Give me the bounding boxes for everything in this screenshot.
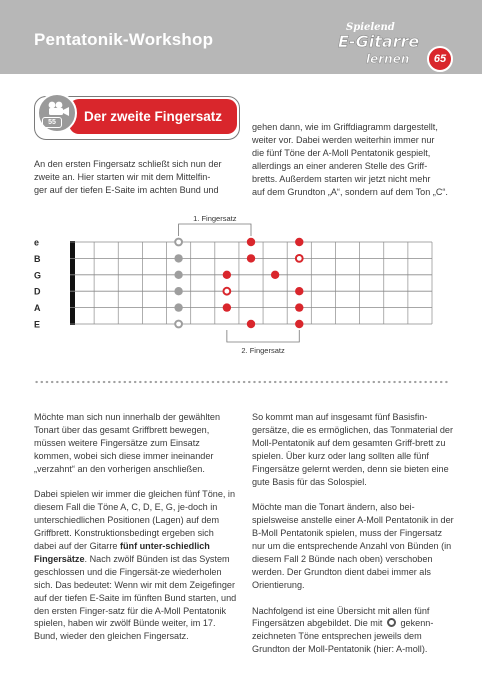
body-right-paragraph-2: Möchte man die Tonart ändern, also bei-spielsweise anstelle einer A-Moll Pentatonik in der B-Moll Pentatonik spielen, muss der Fingersatz nur um die entsprechende Anzahl von Bünden (in diesem Fall 2 Bünde nach oben) verschoben werden. Der Grundton dient dabei immer als Orientierung. [252, 502, 454, 590]
label-fingering-1: 1. Fingersatz [193, 214, 237, 223]
body-left-p2-bold: fünf unter-schiedlich Fingersätze [34, 541, 210, 564]
red-note [271, 271, 279, 279]
red-note [223, 303, 231, 311]
gray-note [174, 287, 182, 295]
body-left-paragraph-1: Möchte man sich nun innerhalb der gewählten Tonart über das gesamt Griffbrett bewegen, müssen weitere Fingersätze zum Einsatz kommen, wobei sich diese immer ineinander „verzahnt“ an den vorherigen anschließen. [34, 412, 221, 474]
body-right-paragraph-3 [252, 605, 456, 657]
video-number: 55 [42, 117, 62, 128]
page-title: Pentatonik-Workshop [34, 30, 214, 49]
red-note [295, 320, 303, 328]
red-note [223, 271, 231, 279]
intro-left-line: An den ersten Fingersatz schließt sich nun der [34, 159, 222, 169]
body-left-p2-end: . Nach zwölf Bünden ist das System geschlossen und die Fingersät-ze wiederholen sich. Das bedeutet: Wenn wir mit dem Zeigefinger auf der tiefen E-Saite im fünften Bund starten, und den ersten Finger-satz für die A-Moll Pentatonik spielen, haben wir zwölf Bünde weiter, im 17. Bund, wieder den gleichen Fingersatz. [34, 553, 237, 642]
nut [70, 241, 75, 325]
gray-root-note [175, 321, 182, 328]
gray-note [174, 254, 182, 262]
body-left-paragraph-2 [34, 488, 238, 643]
intro-right-line: auf dem Grundton „A“, sondern auf dem Ton „C“. [252, 186, 448, 197]
body-right-p3-start: Nachfolgend ist eine Übersicht mit allen fünf Fingersätzen abgebildet. Die mit [252, 605, 430, 629]
body-right-p3-end: gekenn-zeichneten Töne entsprechen jeweils dem Grundton der Moll-Pentatonik (hier: A-moll). [252, 618, 434, 655]
gray-note [174, 303, 182, 311]
red-note [247, 320, 255, 328]
intro-text-right [252, 121, 452, 198]
body-text-right [252, 411, 456, 669]
page-number-badge: 65 [427, 46, 453, 72]
intro-left-line: ger auf der tiefen E-Saite im achten Bund und [34, 184, 219, 195]
video-badge[interactable] [37, 93, 77, 133]
label-fingering-2: 2. Fingersatz [241, 346, 285, 355]
body-right-paragraph-1: So kommt man auf insgesamt fünf Basisfin-gersätze, die es ermöglichen, das Tonmaterial der Moll-Pentatonik auf dem gesamten Griff-brett zu spielen. Über kurz oder lang sollten alle fünf Fingersätze gelernt werden, denn sie bieten eine gute Basis für das Solospiel. [252, 412, 454, 487]
dotted-divider [34, 380, 448, 384]
body-text-left [34, 411, 238, 656]
red-note [295, 238, 303, 246]
intro-right-line: weiter vor. Dabei werden weiterhin immer nur [252, 134, 435, 145]
fretboard-grid [70, 241, 432, 325]
string-label-e: e [34, 237, 40, 248]
red-note [295, 303, 303, 311]
red-note [247, 238, 255, 246]
logo-line-1: Spielend [346, 22, 395, 33]
section-title: Der zweite Fingersatz [83, 109, 223, 124]
intro-text-left [34, 158, 238, 197]
intro-right-line: bretts. Außerdem starten wir jetzt nicht mehr [252, 173, 431, 184]
red-note [295, 287, 303, 295]
string-label-E: E [34, 319, 41, 330]
string-label-B: B [34, 253, 41, 264]
page-header [0, 0, 482, 74]
bracket-fingering-2 [227, 330, 299, 342]
logo-line-3: lernen [366, 52, 410, 66]
gray-note [174, 271, 182, 279]
video-camera-icon [46, 101, 72, 117]
bracket-fingering-1 [179, 224, 251, 236]
red-note [247, 254, 255, 262]
red-root-note [223, 288, 230, 295]
book-logo [336, 22, 424, 72]
intro-left-line: zweite an. Hier starten wir mit dem Mittelfin- [34, 171, 211, 182]
logo-line-2: E-Gitarre [338, 32, 420, 51]
gray-root-note [175, 239, 182, 246]
string-label-D: D [34, 286, 41, 297]
intro-right-line: allerdings an einer anderen Stelle des Griff- [252, 160, 428, 171]
intro-right-line: die fünf Töne der A-Moll Pentatonik gespielt, [252, 147, 431, 158]
string-label-G: G [34, 270, 42, 281]
body-left-p2-start: Dabei spielen wir immer die gleichen fünf Töne, in diesem Fall die Töne A, C, D, E, G, je-doch in unterschiedlichen Positionen (Lagen) auf dem Griffbrett. Konstruktionsbedingt ergeben sich dabei auf der Gitarre [34, 489, 236, 552]
string-label-A: A [34, 303, 41, 314]
intro-right-line: gehen dann, wie im Griffdiagramm dargestellt, [252, 122, 438, 132]
root-note-ring-icon [387, 618, 396, 627]
fretboard-diagram [0, 208, 482, 358]
fretboard-string-labels [34, 238, 41, 330]
red-root-note [296, 255, 303, 262]
